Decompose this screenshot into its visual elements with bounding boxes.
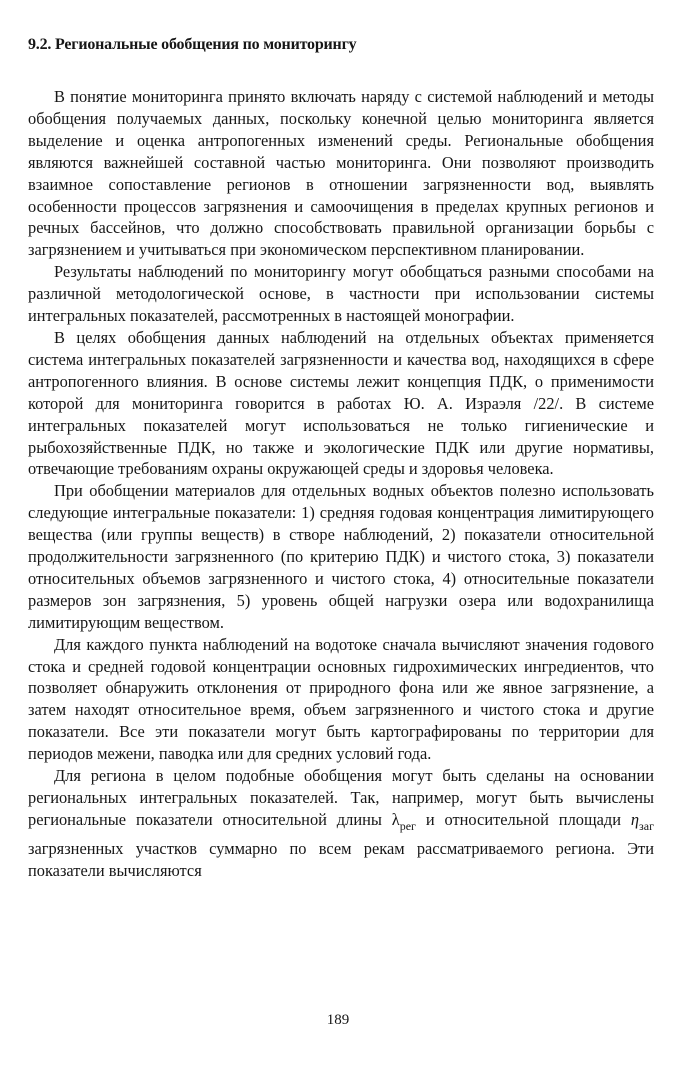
document-page <box>28 34 654 882</box>
regional-text-part-2: и относительной площади <box>415 809 631 829</box>
eta-symbol: η <box>630 809 639 829</box>
paragraph-observation-points: Для каждого пункта наблюдений на водотоке сначала вычисляют значения годового стока и средней годовой концентрации основных гидрохимических ингредиентов, что позволяет обнаружить отклонения от природного фона или же явное загрязнение, а затем находят относительное время, объем загрязненного и чистого стока и другие показатели. Все эти показатели могут быть картографированы по территории для периодов межени, паводка или для средних условий года. <box>28 634 654 764</box>
eta-subscript: заг <box>639 818 654 833</box>
regional-text-part-1: Для региона в целом подобные обобщения могут быть сделаны на основании региональных интегральных показателей. Так, например, могут быть вычислены региональные показатели относительной длины <box>28 766 654 829</box>
regional-text-part-3: загрязненных участков суммарно по всем рекам рассматриваемого региона. Эти показатели вычисляются <box>28 838 654 880</box>
lambda-symbol: λ <box>391 809 400 829</box>
paragraph-regional-indicators <box>28 765 654 882</box>
section-title: 9.2. Региональные обобщения по мониторингу <box>28 36 357 53</box>
paragraph-observation-results: Результаты наблюдений по мониторингу могут обобщаться разными способами на различной методологической основе, в частности при использовании системы интегральных показателей, рассмотренных в настоящей монографии. <box>28 262 654 326</box>
paragraph-water-objects: При обобщении материалов для отдельных водных объектов полезно использовать следующие интегральные показатели: 1) средняя годовая концентрация лимитирующего вещества (или группы веществ) в створе наблюдений, 2) показатели относительной продолжительности загрязненного (по критерию ПДК) и чистого стока, 3) показатели относительных объемов загрязненного и чистого стока, 4) относительные показатели размеров зон загрязнения, 5) уровень общей нагрузки озера или водохранилища лимитирующим веществом. <box>28 481 654 632</box>
lambda-subscript: рег <box>399 818 416 833</box>
page-number: 189 <box>326 1012 350 1028</box>
paragraph-integral-indicators: В целях обобщения данных наблюдений на отдельных объектах применяется система интегральных показателей загрязненности и качества вод, находящихся в сфере антропогенного влияния. В основе системы лежит концепция ПДК, о применимости которой для мониторинга говорится в работах Ю. А. Израэля /22/. В системе интегральных показателей могут использоваться не только гигиенические и рыбохозяйственные ПДК, но также и экологические ПДК или другие нормативы, отвечающие требованиям охраны окружающей среды и здоровья человека. <box>28 327 654 479</box>
paragraph-monitoring-concept: В понятие мониторинга принято включать наряду с системой наблюдений и методы обобщения получаемых данных, поскольку конечной целью мониторинга является выделение и оценка антропогенных изменений среды. Региональные обобщения являются важнейшей составной частью мониторинга. Они позволяют производить взаимное сопоставление регионов в отношении загрязненности вод, выявлять особенности процессов загрязнения и самоочищения в пределах крупных регионов и речных бассейнов, что должно способствовать правильной организации борьбы с загрязнением и учитываться при экономическом перспективном планировании. <box>28 87 654 260</box>
